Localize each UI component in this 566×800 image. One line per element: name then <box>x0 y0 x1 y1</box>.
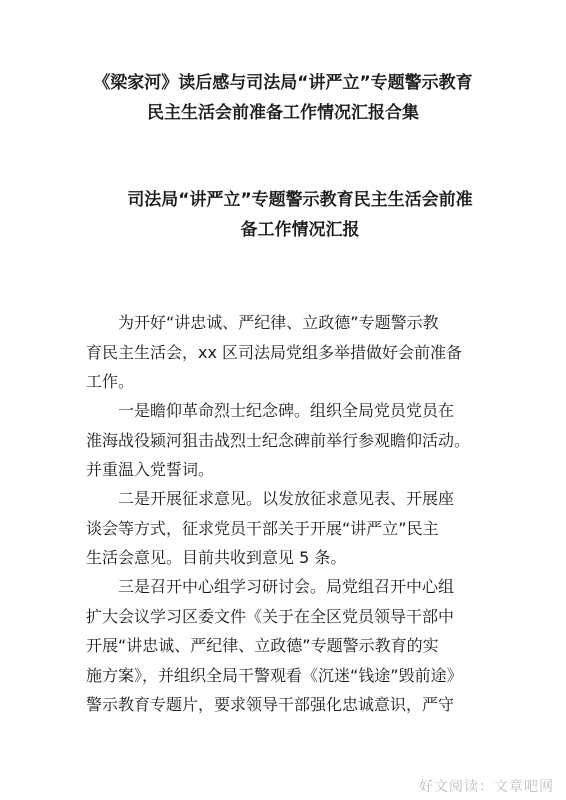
paragraph-line: 一是瞻仰革命烈士纪念碑。组织全局党员党员在 <box>86 401 455 420</box>
paragraph-line: 生活会意见。目前共收到意见 5 条。 <box>86 548 347 567</box>
paragraph-line: 警示教育专题片，要求领导干部强化忠诚意识，严守 <box>86 695 455 714</box>
paragraph-intro <box>86 308 491 397</box>
section-title-line-1: 司法局“讲严立”专题警示教育民主生活会前准 <box>127 190 473 210</box>
document-main-title <box>0 68 566 128</box>
paragraph-study-session <box>86 572 491 720</box>
site-watermark: 好文阅读：文章吧网 <box>419 779 554 795</box>
paragraph-line: 扩大会议学习区委文件《关于在全区党员领导干部中 <box>86 606 455 626</box>
main-title-line-2: 民主生活会前准备工作情况汇报合集 <box>147 103 419 123</box>
section-title <box>0 185 566 245</box>
paragraph-line: 谈会等方式，征求党员干部关于开展“讲严立”民主 <box>86 518 439 538</box>
paragraph-line: 并重温入党誓词。 <box>86 460 215 479</box>
paragraph-memorial <box>86 396 491 485</box>
paragraph-opinions <box>86 484 491 573</box>
paragraph-line: 为开好“讲忠诚、严纪律、立政德”专题警示教 <box>86 313 439 332</box>
paragraph-line: 育民主生活会，xx 区司法局党组多举措做好会前准备 <box>86 342 463 362</box>
section-title-line-2: 备工作情况汇报 <box>240 220 360 240</box>
paragraph-line: 三是召开中心组学习研讨会。局党组召开中心组 <box>86 577 455 596</box>
paragraph-line: 二是开展征求意见。以发放征求意见表、开展座 <box>86 489 455 508</box>
paragraph-line: 工作。 <box>86 372 135 391</box>
paragraph-line: 开展“讲忠诚、严纪律、立政德”专题警示教育的实 <box>86 636 439 655</box>
main-title-line-1: 《梁家河》读后感与司法局“讲严立”专题警示教育 <box>93 73 473 93</box>
paragraph-line: 施方案》，并组织全局干警观看《沉迷“钱途”毁前途》 <box>86 665 463 685</box>
paragraph-line: 淮海战役颍河狙击战烈士纪念碑前举行参观瞻仰活动。 <box>86 430 471 450</box>
